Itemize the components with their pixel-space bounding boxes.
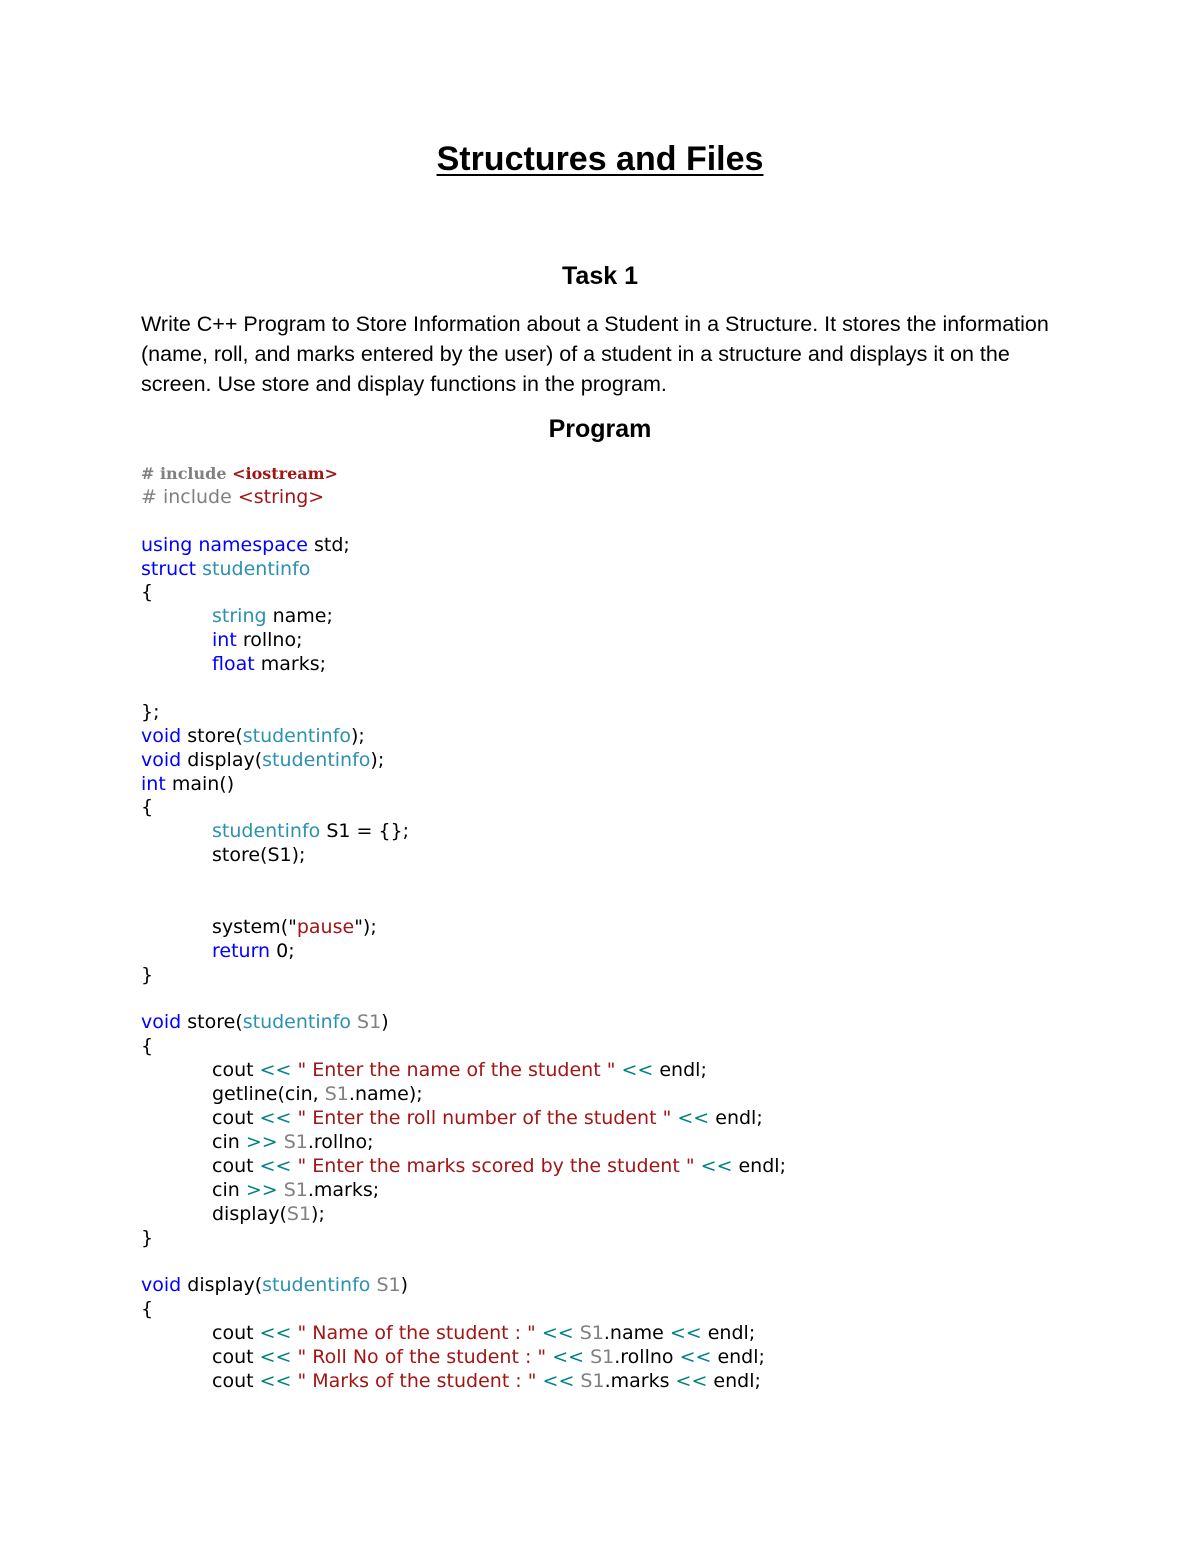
- code-token: >>: [245, 1178, 278, 1201]
- code-token: .rollno;: [307, 1130, 374, 1153]
- code-token: " Marks of the student : ": [291, 1369, 543, 1392]
- document-title: Structures and Files: [436, 140, 764, 178]
- code-line: [141, 1203, 1141, 1227]
- code-token: endl;: [707, 1369, 761, 1392]
- code-token: " Name of the student : ": [291, 1322, 542, 1345]
- code-token: S1: [580, 1369, 605, 1392]
- code-line-blank: [141, 510, 1141, 534]
- code-line: [141, 916, 1141, 940]
- code-line: [141, 701, 1141, 725]
- code-token: {: [141, 581, 154, 604]
- code-token: int: [141, 772, 166, 795]
- code-line: [141, 844, 1141, 868]
- code-line: [141, 1059, 1141, 1083]
- code-token: }: [141, 1226, 154, 1249]
- code-token: <<: [259, 1059, 292, 1082]
- code-token: S1: [590, 1345, 615, 1368]
- code-token: studentinfo: [196, 557, 311, 580]
- code-token: S1: [579, 1322, 604, 1345]
- code-token: <<: [679, 1345, 712, 1368]
- code-token: endl;: [711, 1345, 765, 1368]
- code-token: <<: [259, 1154, 292, 1177]
- code-token: S1: [324, 1083, 349, 1106]
- code-token: " Enter the name of the student ": [291, 1059, 622, 1082]
- code-token: " Roll No of the student : ": [291, 1345, 553, 1368]
- code-line: [141, 1322, 1141, 1346]
- code-token: display(: [181, 1274, 263, 1297]
- code-line: [141, 605, 1141, 629]
- code-token: };: [141, 700, 160, 723]
- code-line: [141, 1227, 1141, 1251]
- code-token: cout: [212, 1107, 260, 1130]
- code-line: [141, 1298, 1141, 1322]
- code-token: " Enter the marks scored by the student ": [291, 1154, 701, 1177]
- code-token: # include: [141, 485, 238, 508]
- code-token: S1: [351, 1011, 382, 1034]
- code-token: {: [141, 1035, 154, 1058]
- code-token: studentinfo: [242, 724, 352, 747]
- code-line: [141, 1083, 1141, 1107]
- code-token: # include: [141, 464, 233, 483]
- code-line: [141, 534, 1141, 558]
- code-line: [141, 558, 1141, 582]
- code-token: <<: [621, 1059, 654, 1082]
- code-token: );: [351, 724, 365, 747]
- code-token: store(: [181, 724, 243, 747]
- code-token: struct: [141, 557, 197, 580]
- code-token: ");: [354, 915, 377, 938]
- code-token: .marks;: [307, 1178, 380, 1201]
- code-line: [141, 725, 1141, 749]
- code-token: getline(cin,: [212, 1083, 325, 1106]
- code-line: [141, 940, 1141, 964]
- code-line: [141, 1131, 1141, 1155]
- code-token: <<: [552, 1345, 585, 1368]
- code-line-blank: [141, 892, 1141, 916]
- code-token: std;: [307, 533, 350, 556]
- code-token: ): [400, 1274, 409, 1297]
- code-token: <<: [700, 1154, 733, 1177]
- code-token: <<: [259, 1369, 292, 1392]
- code-token: cout: [212, 1369, 260, 1392]
- code-token: endl;: [709, 1107, 763, 1130]
- code-token: display(: [212, 1202, 287, 1225]
- code-token: <<: [675, 1369, 708, 1392]
- code-token: studentinfo: [262, 1274, 371, 1297]
- code-token: endl;: [653, 1059, 707, 1082]
- code-token: <iostream>: [232, 464, 338, 483]
- code-line-blank: [141, 868, 1141, 892]
- code-line: [141, 1011, 1141, 1035]
- code-token: S1: [283, 1178, 308, 1201]
- code-token: >>: [245, 1130, 278, 1153]
- task-description: Write C++ Program to Store Information about a Student in a Structure. It stores the information (name, roll, and marks entered by the user) of a student in a structure and displays it on the screen. Use store and display functions in the program.: [141, 312, 1049, 396]
- code-line: [141, 1155, 1141, 1179]
- code-token: endl;: [732, 1154, 786, 1177]
- code-token: studentinfo: [212, 820, 321, 843]
- code-token: 0;: [270, 939, 295, 962]
- code-token: <<: [259, 1107, 292, 1130]
- code-line: [141, 796, 1141, 820]
- code-line: [141, 1346, 1141, 1370]
- code-token: name;: [266, 605, 333, 628]
- code-token: store(: [181, 1011, 243, 1034]
- code-token: cin: [212, 1178, 246, 1201]
- code-token: <<: [259, 1322, 292, 1345]
- code-line: [141, 1370, 1141, 1394]
- code-line: [141, 1035, 1141, 1059]
- code-token: ): [381, 1011, 389, 1034]
- code-token: using namespace: [141, 533, 308, 556]
- code-token: void: [141, 1274, 182, 1297]
- code-token: system(": [212, 915, 297, 938]
- code-line-blank: [141, 677, 1141, 701]
- code-line: [141, 581, 1141, 605]
- code-token: );: [370, 748, 385, 771]
- code-line: [141, 773, 1141, 797]
- code-token: string: [212, 605, 267, 628]
- code-line-blank: [141, 1250, 1141, 1274]
- code-token: .rollno: [614, 1345, 680, 1368]
- code-line: [141, 653, 1141, 677]
- code-token: );: [311, 1202, 325, 1225]
- code-line: [141, 1179, 1141, 1203]
- code-line: [141, 1107, 1141, 1131]
- code-token: studentinfo: [242, 1011, 352, 1034]
- program-heading: Program: [548, 415, 652, 443]
- code-line: [141, 749, 1141, 773]
- code-token: <string>: [237, 485, 325, 508]
- code-token: S1 = {};: [320, 820, 410, 843]
- code-token: <<: [259, 1345, 292, 1368]
- code-token: }: [141, 963, 154, 986]
- code-token: void: [141, 724, 182, 747]
- code-token: .marks: [604, 1369, 676, 1392]
- code-token: rollno;: [236, 629, 303, 652]
- code-token: void: [141, 1011, 182, 1034]
- code-token: <<: [542, 1369, 575, 1392]
- code-token: cout: [212, 1345, 260, 1368]
- code-token: return: [212, 939, 271, 962]
- code-token: .name);: [348, 1083, 423, 1106]
- code-token: endl;: [701, 1322, 756, 1345]
- code-token: cout: [212, 1059, 260, 1082]
- code-token: void: [141, 748, 182, 771]
- code-token: {: [141, 796, 154, 819]
- code-token: pause: [296, 915, 355, 938]
- code-token: S1: [283, 1130, 308, 1153]
- code-token: cin: [212, 1130, 246, 1153]
- code-block: [141, 462, 1141, 1394]
- code-line: [141, 462, 1141, 486]
- code-token: marks;: [254, 653, 326, 676]
- code-token: <<: [669, 1322, 702, 1345]
- code-token: cout: [212, 1154, 260, 1177]
- code-token: float: [212, 653, 255, 676]
- code-line: [141, 964, 1141, 988]
- task-heading: Task 1: [562, 262, 638, 290]
- code-line: [141, 629, 1141, 653]
- code-token: <<: [541, 1322, 574, 1345]
- code-token: studentinfo: [262, 748, 371, 771]
- code-token: display(: [181, 748, 263, 771]
- code-line: [141, 486, 1141, 510]
- code-token: " Enter the roll number of the student ": [291, 1107, 678, 1130]
- code-token: <<: [677, 1107, 710, 1130]
- code-token: int: [212, 629, 237, 652]
- code-token: {: [141, 1298, 154, 1321]
- code-token: S1: [370, 1274, 401, 1297]
- code-token: .name: [603, 1322, 670, 1345]
- code-line-blank: [141, 988, 1141, 1012]
- code-line: [141, 1274, 1141, 1298]
- code-line: [141, 820, 1141, 844]
- code-token: main(): [165, 772, 235, 795]
- code-token: S1: [286, 1202, 312, 1225]
- code-token: store(S1);: [212, 844, 306, 867]
- code-token: cout: [212, 1322, 260, 1345]
